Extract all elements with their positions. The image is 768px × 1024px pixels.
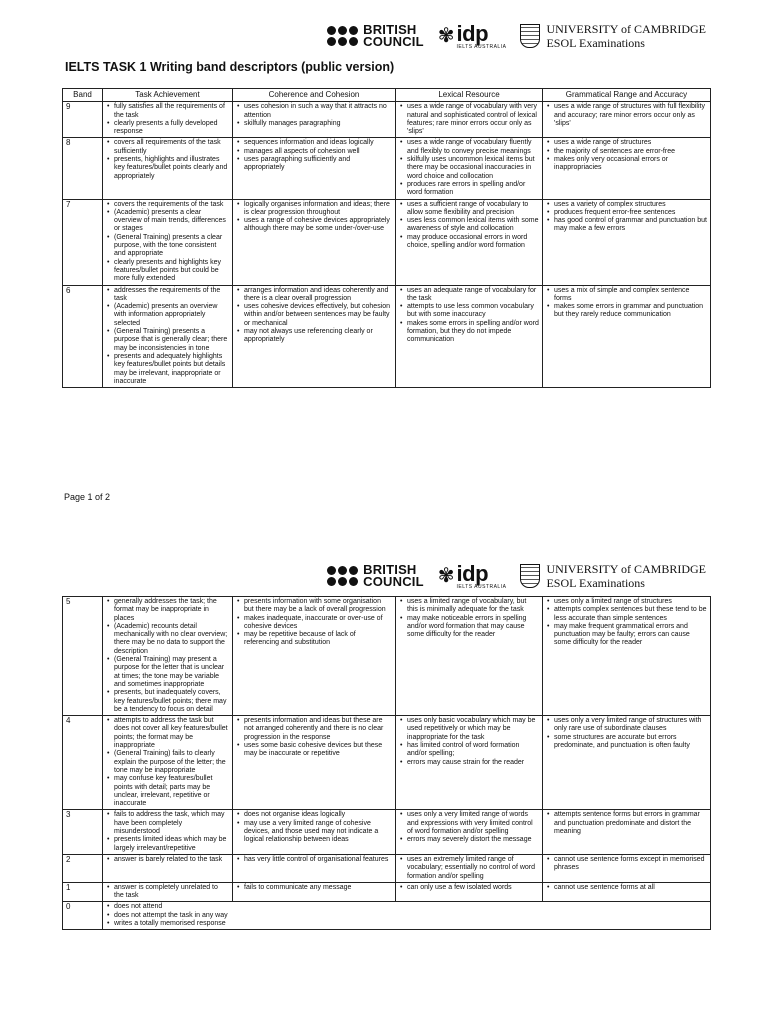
descriptor-item: • the majority of sentences are error-free bbox=[554, 148, 707, 156]
descriptor-item: • makes inadequate, inaccurate or over-use of cohesive devices bbox=[244, 615, 392, 632]
page1-rows bbox=[63, 102, 711, 388]
header-lexical-resource: Lexical Resource bbox=[396, 89, 543, 102]
coherence-cohesion-cell bbox=[233, 285, 396, 388]
descriptor-item: • makes only very occasional errors or inappropriacies bbox=[554, 156, 707, 173]
descriptor-item: • does not organise ideas logically bbox=[244, 811, 392, 819]
descriptor-item: • presents and adequately highlights key features/bullet points but details may be irrelevant, inappropriate or inaccurate bbox=[114, 353, 229, 386]
british-council-logo-text: BRITISH COUNCIL bbox=[363, 562, 424, 589]
descriptor-item: • can only use a few isolated words bbox=[407, 884, 539, 892]
descriptor-item: • errors may cause strain for the reader bbox=[407, 759, 539, 767]
lexical-resource-cell bbox=[396, 854, 543, 882]
table-row bbox=[63, 882, 711, 902]
descriptor-item: • uses paragraphing sufficiently and appropriately bbox=[244, 156, 392, 173]
idp-logo-subtext: IELTS AUSTRALIA bbox=[456, 583, 507, 590]
descriptor-item: • makes some errors in spelling and/or word formation, but they do not impede communication bbox=[407, 320, 539, 345]
logo-bar bbox=[327, 22, 706, 50]
descriptor-item: • attempts to address the task but does not cover all key features/bullet points; the format may be inappropriate bbox=[114, 717, 229, 750]
task-achievement-cell bbox=[103, 199, 233, 285]
descriptor-item: • uses a limited range of vocabulary, but this is minimally adequate for the task bbox=[407, 598, 539, 615]
descriptor-item: • produces rare errors in spelling and/or word formation bbox=[407, 181, 539, 198]
cambridge-line1: UNIVERSITY of CAMBRIDGE bbox=[546, 22, 706, 36]
descriptor-item: • uses less common lexical items with some awareness of style and collocation bbox=[407, 217, 539, 234]
descriptor-item: • cannot use sentence forms except in memorised phrases bbox=[554, 856, 707, 873]
cambridge-line2: ESOL Examinations bbox=[546, 36, 645, 50]
idp-logo-text: idp bbox=[456, 20, 489, 46]
table-row bbox=[63, 716, 711, 810]
task-achievement-cell bbox=[103, 102, 233, 138]
band-cell: 2 bbox=[63, 854, 103, 882]
descriptor-item: • addresses the requirements of the task bbox=[114, 287, 229, 304]
descriptor-item: • has very little control of organisational features bbox=[244, 856, 392, 864]
descriptor-item: • fails to address the task, which may have been completely misunderstood bbox=[114, 811, 229, 836]
descriptor-item: • uses a wide range of structures bbox=[554, 139, 707, 147]
idp-logo-subtext: IELTS AUSTRALIA bbox=[456, 43, 507, 50]
band-cell: 1 bbox=[63, 882, 103, 902]
descriptor-item: • may confuse key features/bullet points with detail; parts may be unclear, irrelevant, repetitive or inaccurate bbox=[114, 775, 229, 808]
descriptor-item: • may not always use referencing clearly or appropriately bbox=[244, 328, 392, 345]
descriptor-item: • sequences information and ideas logically bbox=[244, 139, 392, 147]
descriptor-item: • uses only a very limited range of structures with only rare use of subordinate clauses bbox=[554, 717, 707, 734]
descriptor-item: • fails to communicate any message bbox=[244, 884, 392, 892]
idp-logo-text: idp bbox=[456, 560, 489, 586]
lexical-resource-cell bbox=[396, 285, 543, 388]
band-cell: 7 bbox=[63, 199, 103, 285]
grammatical-range-cell bbox=[543, 138, 711, 199]
coherence-cohesion-cell bbox=[233, 882, 396, 902]
page2-rows bbox=[63, 597, 711, 930]
descriptor-item: • uses only a very limited range of words and expressions with very limited control of word formation and/or spelling bbox=[407, 811, 539, 836]
grammatical-range-cell bbox=[543, 199, 711, 285]
descriptor-item: • arranges information and ideas coherently and there is a clear overall progression bbox=[244, 287, 392, 304]
task-achievement-cell bbox=[103, 882, 233, 902]
descriptor-item: • covers all requirements of the task sufficiently bbox=[114, 139, 229, 156]
document-title: IELTS TASK 1 Writing band descriptors (public version) bbox=[65, 60, 395, 74]
task-achievement-cell bbox=[103, 138, 233, 199]
band-cell: 4 bbox=[63, 716, 103, 810]
descriptor-item: • generally addresses the task; the format may be inappropriate in places bbox=[114, 598, 229, 623]
lexical-resource-cell bbox=[396, 138, 543, 199]
descriptor-item: • errors may severely distort the message bbox=[407, 836, 539, 844]
band-cell: 9 bbox=[63, 102, 103, 138]
cambridge-logo bbox=[520, 562, 706, 590]
page-2 bbox=[0, 540, 768, 1024]
descriptor-item: • may use a very limited range of cohesive devices, and those used may not indicate a logical relationship between ideas bbox=[244, 820, 392, 845]
grammatical-range-cell bbox=[543, 810, 711, 854]
idp-logo bbox=[437, 20, 507, 50]
coherence-cohesion-cell bbox=[233, 138, 396, 199]
idp-mark-icon: ✾ bbox=[437, 25, 455, 47]
cambridge-shield-icon bbox=[520, 564, 540, 588]
coherence-cohesion-cell bbox=[233, 199, 396, 285]
grammatical-range-cell bbox=[543, 882, 711, 902]
grammatical-range-cell bbox=[543, 716, 711, 810]
descriptor-item: • does not attend bbox=[114, 903, 707, 911]
header-grammatical-range: Grammatical Range and Accuracy bbox=[543, 89, 711, 102]
table-row bbox=[63, 854, 711, 882]
descriptor-item: • attempts to use less common vocabulary but with some inaccuracy bbox=[407, 303, 539, 320]
descriptor-item: • presents limited ideas which may be largely irrelevant/repetitive bbox=[114, 836, 229, 853]
coherence-cohesion-cell bbox=[233, 854, 396, 882]
descriptor-item: • answer is barely related to the task bbox=[114, 856, 229, 864]
descriptor-item: • uses only basic vocabulary which may be used repetitively or which may be inappropriate for the task bbox=[407, 717, 539, 742]
lexical-resource-cell bbox=[396, 597, 543, 716]
grammatical-range-cell bbox=[543, 597, 711, 716]
grammatical-range-cell bbox=[543, 102, 711, 138]
table-row bbox=[63, 902, 711, 930]
lexical-resource-cell bbox=[396, 716, 543, 810]
cambridge-line2: ESOL Examinations bbox=[546, 576, 645, 590]
table-row bbox=[63, 285, 711, 388]
coherence-cohesion-cell bbox=[233, 597, 396, 716]
descriptor-item: • uses only a limited range of structures bbox=[554, 598, 707, 606]
idp-logo bbox=[437, 560, 507, 590]
descriptor-item: • uses a wide range of vocabulary with very natural and sophisticated control of lexical features; rare minor errors occur only as 'slips' bbox=[407, 103, 539, 136]
grammatical-range-cell bbox=[543, 854, 711, 882]
descriptor-item: • may be repetitive because of lack of referencing and substitution bbox=[244, 631, 392, 648]
table-row bbox=[63, 138, 711, 199]
descriptor-item: • logically organises information and ideas; there is clear progression throughout bbox=[244, 201, 392, 218]
descriptor-item: • (Academic) presents a clear overview of main trends, differences or stages bbox=[114, 209, 229, 234]
descriptor-item: • uses an adequate range of vocabulary for the task bbox=[407, 287, 539, 304]
descriptor-item: • may produce occasional errors in word choice, spelling and/or word formation bbox=[407, 234, 539, 251]
idp-mark-icon: ✾ bbox=[437, 565, 455, 587]
descriptor-item: • uses a wide range of structures with full flexibility and accuracy; rare minor errors occur only as 'slips' bbox=[554, 103, 707, 128]
descriptor-item: • attempts complex sentences but these tend to be less accurate than simple sentences bbox=[554, 606, 707, 623]
descriptor-item: • answer is completely unrelated to the task bbox=[114, 884, 229, 901]
band-cell: 6 bbox=[63, 285, 103, 388]
page-footer: Page 1 of 2 bbox=[64, 492, 111, 502]
coherence-cohesion-cell bbox=[233, 716, 396, 810]
descriptor-item: • uses some basic cohesive devices but these may be inaccurate or repetitive bbox=[244, 742, 392, 759]
descriptor-item: • some structures are accurate but errors predominate, and punctuation is often faulty bbox=[554, 734, 707, 751]
lexical-resource-cell bbox=[396, 882, 543, 902]
descriptor-item: • (General Training) presents a clear purpose, with the tone consistent and appropriate bbox=[114, 234, 229, 259]
descriptor-item: • (Academic) presents an overview with information appropriately selected bbox=[114, 303, 229, 328]
descriptor-item: • has limited control of word formation and/or spelling; bbox=[407, 742, 539, 759]
band-cell: 3 bbox=[63, 810, 103, 854]
descriptor-item: • has good control of grammar and punctuation but may make a few errors bbox=[554, 217, 707, 234]
descriptor-item: • covers the requirements of the task bbox=[114, 201, 229, 209]
descriptor-item: • makes some errors in grammar and punctuation but they rarely reduce communication bbox=[554, 303, 707, 320]
descriptor-item: • presents, but inadequately covers, key features/bullet points; there may be a tendency to focus on detail bbox=[114, 689, 229, 714]
header-coherence-cohesion: Coherence and Cohesion bbox=[233, 89, 396, 102]
descriptor-item: • uses a sufficient range of vocabulary to allow some flexibility and precision bbox=[407, 201, 539, 218]
descriptor-item: • uses a mix of simple and complex sentence forms bbox=[554, 287, 707, 304]
descriptor-item: • may make frequent grammatical errors and punctuation may be faulty; errors can cause some difficulty for the reader bbox=[554, 623, 707, 648]
cambridge-line1: UNIVERSITY of CAMBRIDGE bbox=[546, 562, 706, 576]
british-council-logo bbox=[327, 564, 424, 588]
table-row bbox=[63, 597, 711, 716]
descriptor-item: • produces frequent error-free sentences bbox=[554, 209, 707, 217]
coherence-cohesion-cell bbox=[233, 102, 396, 138]
descriptor-item: • manages all aspects of cohesion well bbox=[244, 148, 392, 156]
descriptor-item: • uses an extremely limited range of vocabulary; essentially no control of word formation and/or spelling bbox=[407, 856, 539, 881]
task-achievement-cell bbox=[103, 597, 233, 716]
descriptor-item: • (General Training) presents a purpose that is generally clear; there may be inconsistencies in tone bbox=[114, 328, 229, 353]
descriptor-item: • uses cohesive devices effectively, but cohesion within and/or between sentences may be faulty or mechanical bbox=[244, 303, 392, 328]
descriptor-item: • writes a totally memorised response bbox=[114, 920, 707, 928]
descriptor-item: • presents, highlights and illustrates key features/bullet points clearly and appropriately bbox=[114, 156, 229, 181]
lexical-resource-cell bbox=[396, 810, 543, 854]
cambridge-logo bbox=[520, 22, 706, 50]
descriptor-item: • skilfully uses uncommon lexical items but there may be occasional inaccuracies in word choice and collocation bbox=[407, 156, 539, 181]
descriptor-item: • (General Training) may present a purpose for the letter that is unclear at times; the tone may be variable and sometimes inappropriate bbox=[114, 656, 229, 689]
descriptor-cell-span bbox=[103, 902, 711, 930]
band-descriptors-table-page-2 bbox=[62, 596, 711, 930]
descriptor-item: • presents information with some organisation but there may be a lack of overall progression bbox=[244, 598, 392, 615]
descriptor-item: • uses cohesion in such a way that it attracts no attention bbox=[244, 103, 392, 120]
descriptor-item: • attempts sentence forms but errors in grammar and punctuation predominate and distort the meaning bbox=[554, 811, 707, 836]
coherence-cohesion-cell bbox=[233, 810, 396, 854]
descriptor-item: • cannot use sentence forms at all bbox=[554, 884, 707, 892]
descriptor-item: • does not attempt the task in any way bbox=[114, 912, 707, 920]
descriptor-item: • fully satisfies all the requirements of the task bbox=[114, 103, 229, 120]
task-achievement-cell bbox=[103, 285, 233, 388]
band-cell: 8 bbox=[63, 138, 103, 199]
grammatical-range-cell bbox=[543, 285, 711, 388]
logo-bar-page-2 bbox=[327, 562, 706, 590]
descriptor-item: • may make noticeable errors in spelling and/or word formation that may cause some difficulty for the reader bbox=[407, 615, 539, 640]
table-header-row bbox=[63, 89, 711, 102]
band-cell: 0 bbox=[63, 902, 103, 930]
descriptor-item: • uses a range of cohesive devices appropriately although there may be some under-/over-use bbox=[244, 217, 392, 234]
task-achievement-cell bbox=[103, 810, 233, 854]
descriptor-item: • uses a variety of complex structures bbox=[554, 201, 707, 209]
band-descriptors-table-page-1 bbox=[62, 88, 711, 388]
descriptor-item: • skilfully manages paragraphing bbox=[244, 120, 392, 128]
descriptor-item: • (General Training) fails to clearly explain the purpose of the letter; the tone may be inappropriate bbox=[114, 750, 229, 775]
lexical-resource-cell bbox=[396, 199, 543, 285]
lexical-resource-cell bbox=[396, 102, 543, 138]
descriptor-item: • clearly presents and highlights key features/bullet points but could be more fully extended bbox=[114, 259, 229, 284]
task-achievement-cell bbox=[103, 716, 233, 810]
task-achievement-cell bbox=[103, 854, 233, 882]
table-row bbox=[63, 199, 711, 285]
descriptor-item: • clearly presents a fully developed response bbox=[114, 120, 229, 137]
header-band: Band bbox=[63, 89, 103, 102]
descriptor-item: • (Academic) recounts detail mechanically with no clear overview; there may be no data to support the description bbox=[114, 623, 229, 656]
band-cell: 5 bbox=[63, 597, 103, 716]
descriptor-item: • uses a wide range of vocabulary fluently and flexibly to convey precise meanings bbox=[407, 139, 539, 156]
british-council-logo-text: BRITISH COUNCIL bbox=[363, 22, 424, 49]
cambridge-shield-icon bbox=[520, 24, 540, 48]
table-row bbox=[63, 810, 711, 854]
header-task-achievement: Task Achievement bbox=[103, 89, 233, 102]
table-row bbox=[63, 102, 711, 138]
british-council-logo bbox=[327, 24, 424, 48]
descriptor-item: • presents information and ideas but these are not arranged coherently and there is no clear progression in the response bbox=[244, 717, 392, 742]
